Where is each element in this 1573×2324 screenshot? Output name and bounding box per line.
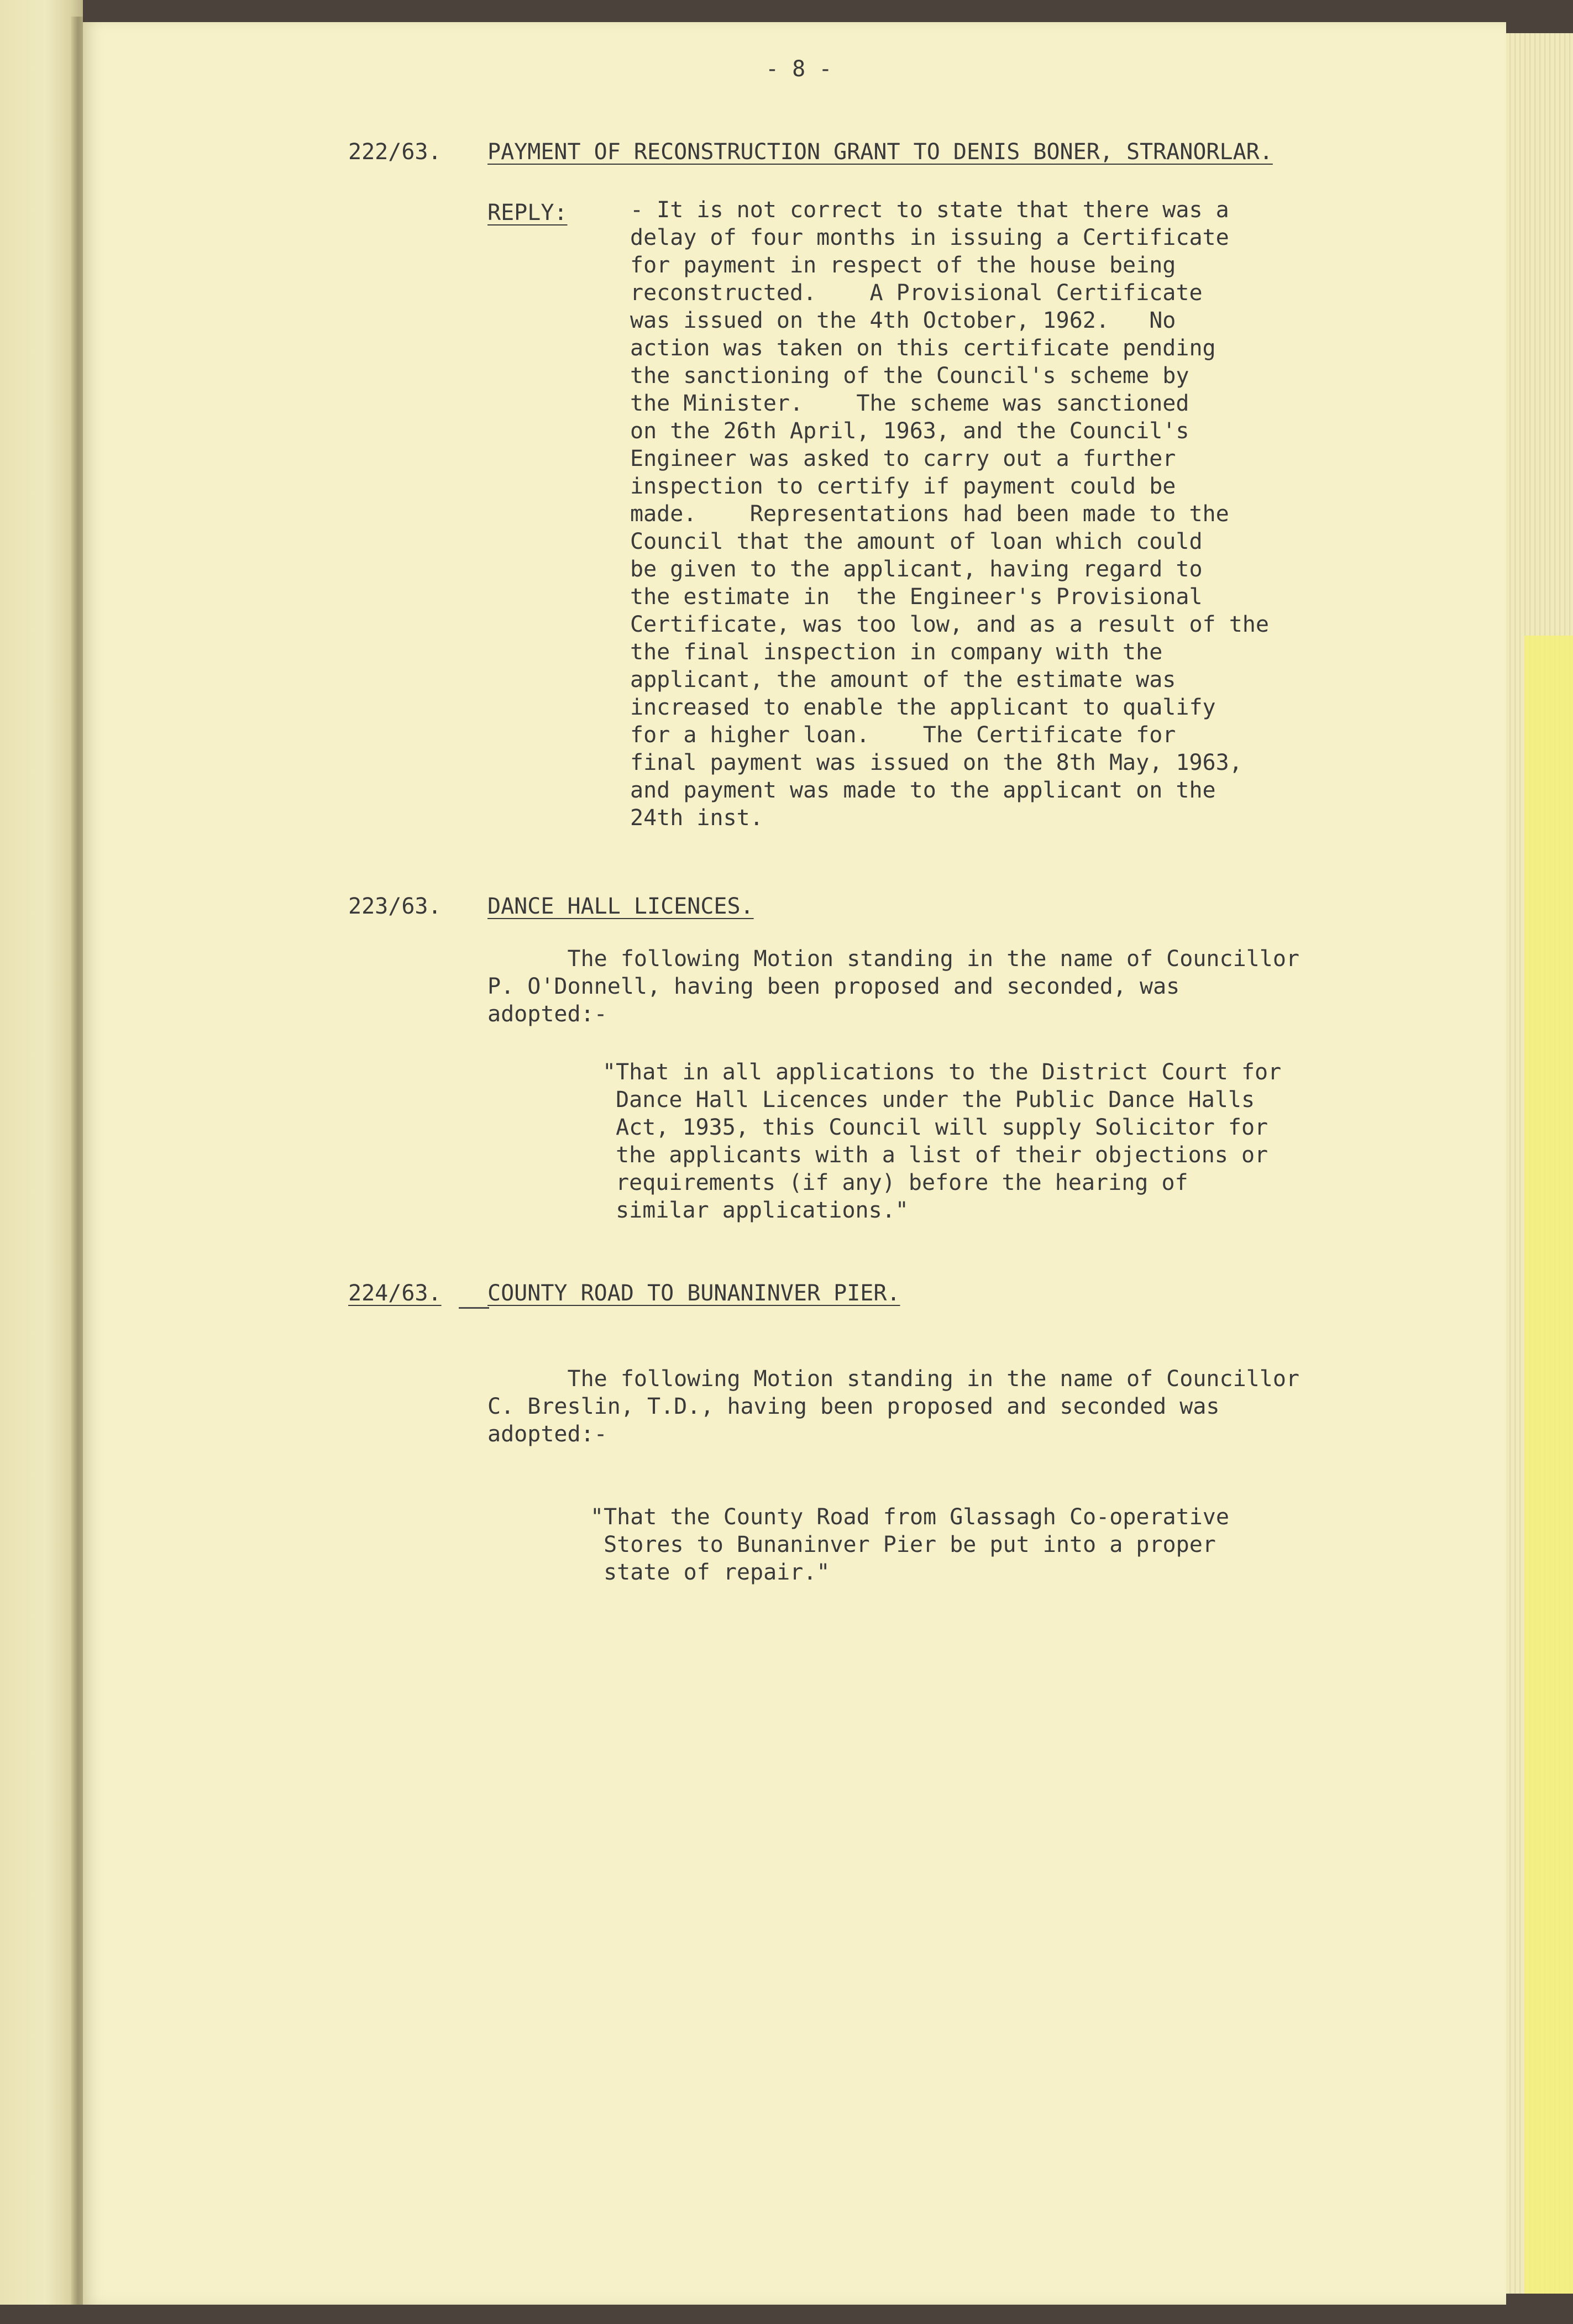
- reply-line: Council that the amount of loan which could: [630, 529, 1203, 554]
- reply-line: - It is not correct to state that there was a: [630, 197, 1229, 223]
- reply-line: for payment in respect of the house being: [630, 253, 1176, 278]
- motion-quote-line: "That in all applications to the District Court for: [602, 1059, 1282, 1085]
- motion-quote-line: Dance Hall Licences under the Public Dance Halls: [602, 1087, 1255, 1113]
- motion-intro-line: The following Motion standing in the name of Councillor: [487, 946, 1300, 972]
- reply-line: action was taken on this certificate pending: [630, 335, 1216, 361]
- item-ref-224: 224/63.: [348, 1281, 442, 1306]
- page-number: - 8 -: [765, 56, 832, 82]
- reply-line: reconstructed. A Provisional Certificate: [630, 280, 1203, 306]
- reply-line: the estimate in the Engineer's Provisional: [630, 584, 1203, 610]
- reply-line: was issued on the 4th October, 1962. No: [630, 308, 1176, 333]
- reply-line: Certificate, was too low, and as a result of the: [630, 612, 1269, 637]
- item-heading-223: DANCE HALL LICENCES.: [487, 894, 754, 919]
- item-ref-222: 222/63.: [348, 139, 442, 165]
- reply-line: applicant, the amount of the estimate was: [630, 667, 1176, 693]
- scan-background-bottom: [0, 2305, 1573, 2324]
- motion-intro-line: P. O'Donnell, having been proposed and seconded, was: [487, 974, 1180, 999]
- motion-quote-line: "That the County Road from Glassagh Co-operative: [590, 1504, 1229, 1530]
- motion-intro-line: The following Motion standing in the name of Councillor: [487, 1366, 1300, 1392]
- reply-line: 24th inst.: [630, 805, 763, 831]
- reply-line: increased to enable the applicant to qualify: [630, 695, 1216, 720]
- reply-line: Engineer was asked to carry out a further: [630, 446, 1176, 471]
- reply-label: REPLY:: [487, 200, 568, 225]
- reply-line: final payment was issued on the 8th May, 1963,: [630, 750, 1242, 775]
- scan-background-top: [0, 0, 1573, 22]
- motion-quote-line: Act, 1935, this Council will supply Solicitor for: [602, 1115, 1268, 1140]
- item-ref-223: 223/63.: [348, 894, 442, 919]
- reply-line: delay of four months in issuing a Certificate: [630, 225, 1229, 250]
- reply-line: and payment was made to the applicant on the: [630, 778, 1216, 803]
- heading-rule: [459, 1307, 489, 1309]
- motion-intro-line: C. Breslin, T.D., having been proposed and seconded was: [487, 1394, 1220, 1419]
- motion-intro-line: adopted:-: [487, 1421, 607, 1447]
- motion-intro-line: adopted:-: [487, 1001, 607, 1027]
- item-heading-224: COUNTY ROAD TO BUNANINVER PIER.: [487, 1281, 900, 1306]
- reply-line: the sanctioning of the Council's scheme by: [630, 363, 1189, 389]
- reply-line: be given to the applicant, having regard to: [630, 557, 1203, 582]
- yellow-sheet-edge: [1524, 636, 1573, 2294]
- motion-quote-line: Stores to Bunaninver Pier be put into a proper: [590, 1532, 1216, 1557]
- motion-quote-line: requirements (if any) before the hearing of: [602, 1170, 1188, 1195]
- item-heading-222: PAYMENT OF RECONSTRUCTION GRANT TO DENIS BONER, STRANORLAR.: [487, 139, 1273, 165]
- motion-quote-line: the applicants with a list of their objections or: [602, 1142, 1268, 1168]
- motion-quote-line: state of repair.": [590, 1560, 830, 1585]
- reply-line: made. Representations had been made to the: [630, 501, 1229, 527]
- reply-line: inspection to certify if payment could be: [630, 474, 1176, 499]
- motion-quote-line: similar applications.": [602, 1198, 909, 1223]
- reply-line: the Minister. The scheme was sanctioned: [630, 391, 1189, 416]
- reply-line: the final inspection in company with the: [630, 639, 1163, 665]
- reply-line: on the 26th April, 1963, and the Council's: [630, 418, 1189, 444]
- reply-line: for a higher loan. The Certificate for: [630, 722, 1176, 748]
